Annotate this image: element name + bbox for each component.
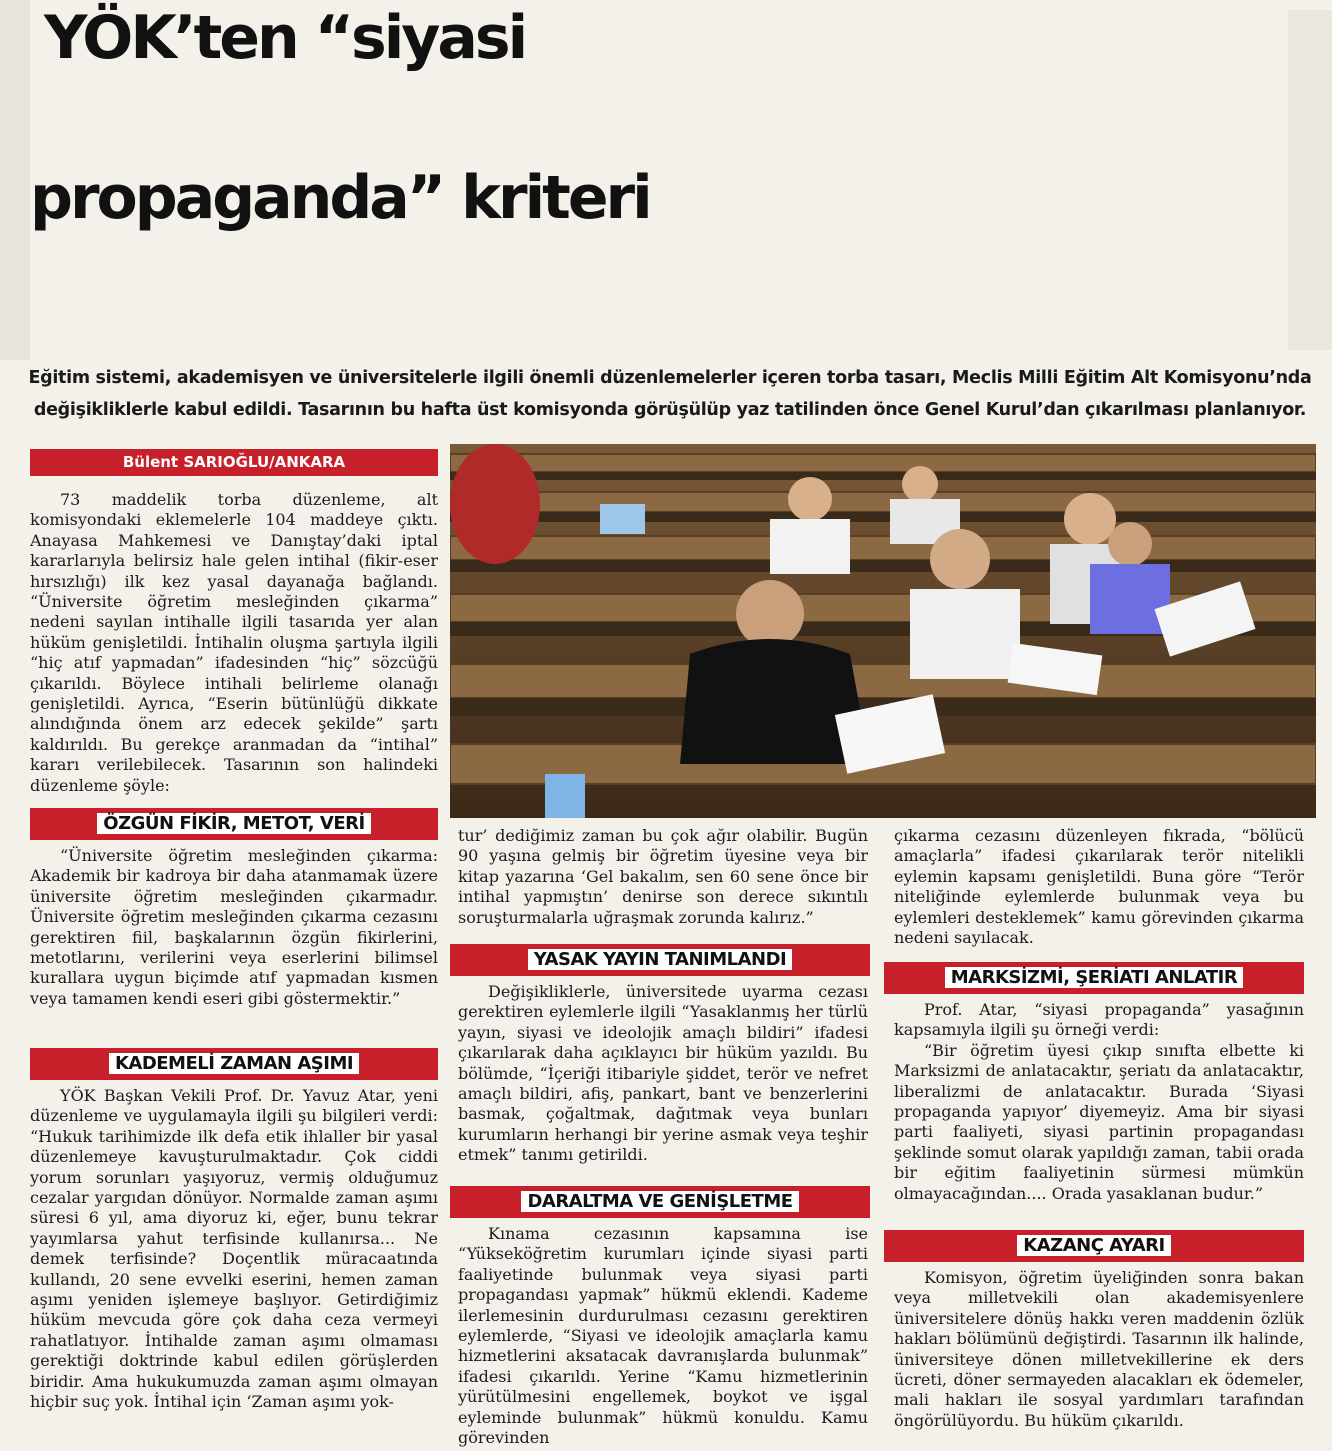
- column-3-para-1: [894, 1000, 1304, 1224]
- paragraph: YÖK Başkan Vekili Prof. Dr. Yavuz Atar, yeni düzenleme ve uygulamayla ilgili şu bilgileri verdi: “Hukuk tarihimizde ilk defa etik ihlaller bir yasal düzenlemeye kavuşturulmaktadır. Çok ciddi yorum sorunları yaşıyoruz, vermiş olduğumuz cezalar yargıdan dönüyor. Normalde zaman aşımı süresi 6 yıl, ama diyoruz ki, eğer, bunu tekrar yayımlarsa yahut terfisinde kullanırsa... Ne demek terfisinde? Doçentlik müracaatında kullandı, 20 sene evvelki eserini, hemen zaman aşımı yeniden işlemeye başlıyor. Getirdiğimiz hüküm mevcuda göre çok daha ceza vermeyi rahatlatıyor. İntihalde zaman aşımı olmaması gerektiği doktrinde kabul edilen görüşlerden biridir. Ama hukukumuzda zaman aşımı olmayan hiçbir suç yok. İntihal için ‘Zaman aşımı yok-: [30, 1086, 438, 1412]
- column-3-para-2: [894, 1268, 1304, 1448]
- column-1-intro: [30, 490, 438, 798]
- subhead-ozgun-fikir: [30, 808, 438, 840]
- subhead-text: YASAK YAYIN TANIMLANDI: [528, 949, 793, 970]
- column-1-para-1: [30, 846, 438, 1038]
- subhead-daraltma: [450, 1186, 870, 1218]
- paragraph: tur’ dediğimiz zaman bu çok ağır olabilir. Bugün 90 yaşına gelmiş bir öğretim üyesine veya bir kitap yazarına ‘Gel bakalım, sen 60 sene önce bir intihal yapmıştın’ denirse son derece sıkıntılı soruşturmalarla uğraşmak zorunda kalırız.”: [458, 826, 868, 927]
- headline-line-2: propaganda” kriteri: [30, 163, 650, 233]
- subhead-kademeli: [30, 1048, 438, 1080]
- subhead-text: ÖZGÜN FİKİR, METOT, VERİ: [97, 813, 370, 834]
- subhead-text: DARALTMA VE GENİŞLETME: [521, 1191, 798, 1212]
- paragraph: Kınama cezasının kapsamına ise “Yükseköğretim kurumları içinde siyasi parti faaliyetinde bulunmak veya siyasi parti propagandası yapmak” hükmü eklendi. Kademe ilerlemesinin durdurulması cezasını gerektiren eylemlerde, “Siyasi ve ideolojik amaçlarla kamu hizmetlerini aksatacak davranışlarda bulunmak” ifadesi çıkarıldı. Yerine “Kamu hizmetlerinin yürütülmesini engellemek, boykot ve işgal eyleminde bulunmak” hükmü konuldu. Kamu görevinden: [458, 1224, 868, 1448]
- intro-paragraph: 73 maddelik torba düzenleme, alt komisyondaki eklemelerle 104 maddeye çıktı. Anayasa Mahkemesi ve Danıştay’daki iptal kararlarıyla belirsiz hale gelen intihal (fikir-eser hırsızlığı) ilk kez yasal dayanağa bağlandı. “Üniversite öğretim mesleğinden çıkarma” nedeni sayılan intihalle ilgili tasarıda yer alan hüküm genişletildi. İntihalin oluşma şartıyla ilgili “hiç atıf yapmadan” ifadesinden “hiç” sözcüğü çıkarıldı. Böylece intihali belirleme olanağı genişletildi. Ayrıca, “Eserin bütünlüğü dikkate alındığında önem arz edecek şekilde” şartı kaldırıldı. Bu gerekçe aranmadan da “intihal” kararı verilebilecek. Tasarının son halindeki düzenleme şöyle:: [30, 490, 438, 795]
- paragraph: “Üniversite öğretim mesleğinden çıkarma: Akademik bir kadroya bir daha atanmamak üzere üniversite öğretim mesleğinden çıkarmadır. Üniversite öğretim mesleğinden çıkarma cezasını gerektiren fiil, başkalarının özgün fikirlerini, metotlarını, verilerini veya eserlerini bilimsel kurallara uygun biçimde atıf yapmadan kısmen veya tamamen kendi eseri gibi göstermektir.”: [30, 846, 438, 1008]
- column-2-para-2: [458, 1224, 868, 1448]
- byline: Bülent SARIOĞLU/ANKARA: [30, 449, 438, 476]
- paragraph: Değişikliklerle, üniversitede uyarma cezası gerektiren eylemlerle ilgili “Yasaklanmış her türlü yayın, siyasi ve ideolojik amaçlı bildiri” ifadesi çıkarılarak daha açıklayıcı bir hüküm yazıldı. Bu bölümde, “İçeriği itibariyle şiddet, terör ve nefret amaçlı bildiri, afiş, pankart, bant ve benzerlerini basmak, çoğaltmak, dağıtmak veya bunları kurumların herhangi bir yerine asmak veya teşhir etmek” tanımı getirildi.: [458, 982, 868, 1165]
- paragraph: Komisyon, öğretim üyeliğinden sonra bakan veya milletvekili olan akademisyenlere üniversitelere dönüş hakkı veren maddenin özlük hakları bölümünü değiştirdi. Tasarının ilk halinde, üniversiteye dönen milletvekillerine ek ders ücreti, döner sermayeden alacakları ek ödemeler, mali hakları ile sosyal yardımları tarafından öngörülüyordu. Bu hüküm çıkarıldı.: [894, 1268, 1304, 1430]
- paragraph: Prof. Atar, “siyasi propaganda” yasağının kapsamıyla ilgili şu örneği verdi:: [894, 1000, 1304, 1040]
- deck-line-2: değişikliklerle kabul edildi. Tasarının bu hafta üst komisyonda görüşülüp yaz tatilinden önce Genel Kurul’dan çıkarılması planlanıyor.: [33, 400, 1307, 420]
- column-1-para-2: [30, 1086, 438, 1448]
- column-2-para-1: [458, 982, 868, 1178]
- exam-hall-photo: [450, 444, 1316, 818]
- column-3-para-0: [894, 826, 1304, 952]
- paragraph: “Bir öğretim üyesi çıkıp sınıfta elbette ki Marksizmi de anlatacaktır, şeriatı da anlatacaktır, liberalizmi de anlatacaktır. Burada ‘Siyasi propaganda yapıyor’ diyemeyiz. Ama bir siyasi parti faaliyeti, siyasi partinin propagandası şeklinde somut olarak yapıldığı zaman, tabii orada bir eğitim faaliyetinin sürmesi mümkün olmayacağından.... Orada yasaklanan budur.”: [894, 1040, 1304, 1203]
- subhead-text: KADEMELİ ZAMAN AŞIMI: [109, 1053, 359, 1074]
- deck-line-1: Eğitim sistemi, akademisyen ve üniversitelerle ilgili önemli düzenlemelerler içeren torba tasarı, Meclis Milli Eğitim Alt Komisyonu’nda: [28, 368, 1312, 388]
- subhead-marksizm: [884, 962, 1304, 994]
- subhead-kazanc: [884, 1230, 1304, 1262]
- headline-line-1: YÖK’ten “siyasi: [44, 3, 526, 73]
- subhead-text: KAZANÇ AYARI: [1017, 1235, 1170, 1256]
- paragraph: çıkarma cezasını düzenleyen fıkrada, “bölücü amaçlarla” ifadesi çıkarılarak terör nitelikli eylemin kapsamı genişletildi. Buna göre “Terör niteliğinde eylemlerde bulunmak veya bu eylemleri desteklemek” kamu görevinden çıkarma nedeni sayılacak.: [894, 826, 1304, 948]
- column-2-para-0: [458, 826, 868, 934]
- subhead-text: MARKSİZMİ, ŞERİATI ANLATIR: [945, 967, 1244, 988]
- photo-illustration: [450, 444, 1316, 818]
- subhead-yasak-yayin: [450, 944, 870, 976]
